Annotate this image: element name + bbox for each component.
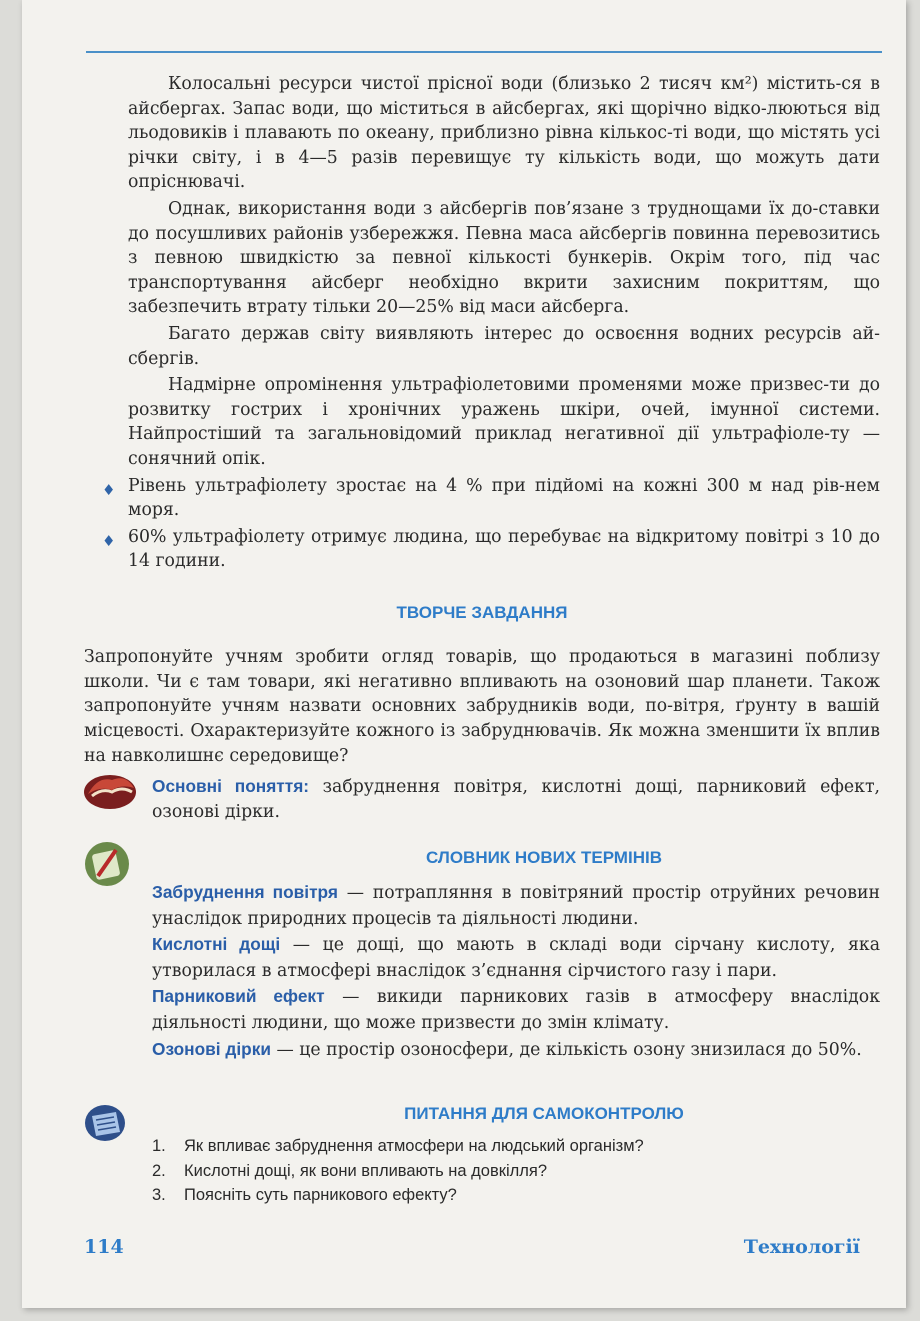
page (22, 0, 906, 1308)
key-concepts (152, 774, 880, 824)
creative-task-heading: ТВОРЧЕ ЗАВДАННЯ (396, 603, 568, 622)
glossary-entry (152, 932, 880, 984)
glossary-definition: — це простір озоносфери, де кількість озону знизилася до 50%. (270, 1039, 862, 1060)
list-item (152, 1159, 880, 1184)
book-icon (82, 768, 138, 816)
paragraph: Однак, використання води з айсбергів пов’язане з труднощами їх до-ставки до посушливих районів узбережжя. Певна маса айсбергів повинна перевозитись з певною швидкістю за певної кількості бункерів. Окрім того, під час транспортування айсберг необхідно вкрити захисним покриттям, що забезпечить втрату тільки 20—25% від маси айсберга. (128, 198, 880, 318)
key-concepts-label: Основні поняття: (152, 776, 310, 796)
diamond-bullet-icon: ♦ (102, 480, 116, 499)
key-concepts-text: забруднення повітря, кислотні дощі, парниковий ефект, озонові дірки. (152, 777, 880, 822)
list-item (152, 1134, 880, 1159)
glossary-term: Озонові дірки (152, 1038, 271, 1059)
top-rule (86, 51, 882, 53)
list-item (102, 474, 880, 523)
running-footer-title: Технології (743, 1236, 860, 1258)
glossary-term: Забруднення повітря (152, 882, 338, 902)
list-item (102, 525, 880, 574)
glossary-definition: — це дощі, що мають в складі води сірчану кислоту, яка утворилася в атмосфері внаслідок з’єднання сірчистого газу і пари. (152, 935, 880, 981)
glossary-definition: — потрапляння в повітряний простір отруйних речовин унаслідок природних процесів та діяльності людини. (152, 883, 880, 929)
paragraph: Багато держав світу виявляють інтерес до освоєння водних ресурсів ай-сбергів. (128, 323, 880, 369)
question-text: Кислотні дощі, як вони впливають на довкілля? (184, 1161, 547, 1180)
paragraph: Колосальні ресурси чистої прісної води (близько 2 тисяч км²) містить-ся в айсбергах. Запас води, що міститься в айсбергах, які щорічно відко-люються від льодовиків і плавають по океану, приблизно рівна кількос-ті води, що містять усі річки світу, і в 4—5 разів перевищує ту кількість води, що можуть дати опріснювачі. (128, 74, 880, 193)
creative-task-text: Запропонуйте учням зробити огляд товарів, що продаються в магазині поблизу школи. Чи є там товари, які негативно впливають на озоновий шар планети. Також запропонуйте учням назвати основних забрудників води, по-вітря, ґрунту в вашій місцевості. Охарактеризуйте кожного із забруднювачів. Як можна зменшити їх вплив на навколишнє середовище? (84, 647, 880, 766)
list-item-text: Рівень ультрафіолету зростає на 4 % при підйомі на кожні 300 м над рів-нем моря. (128, 475, 880, 521)
page-number: 114 (84, 1236, 124, 1258)
question-number: 3. (152, 1186, 166, 1204)
paragraph: Надмірне опромінення ультрафіолетовими променями може призвес-ти до розвитку гострих і хронічних уражень шкіри, очей, імунної системи. Найпростіший та загальновідомий приклад негативної дії ультрафіоле-ту — сонячний опік. (128, 375, 880, 469)
question-text: Як впливає забруднення атмосфери на людський організм? (184, 1137, 644, 1155)
glossary-term: Кислотні дощі (152, 934, 281, 955)
glossary-entry (152, 880, 880, 932)
list-item-text: 60% ультрафіолету отримує людина, що перебуває на відкритому повітрі з 10 до 14 години. (128, 526, 880, 572)
glossary (152, 880, 880, 1063)
glossary-entry (152, 984, 880, 1036)
question-list (152, 1134, 880, 1208)
fact-list (102, 474, 880, 574)
self-control-heading: ПИТАННЯ ДЛЯ САМОКОНТРОЛЮ (404, 1104, 684, 1123)
list-item (152, 1183, 880, 1208)
glossary-definition: — викиди парникових газів в атмосферу внаслідок діяльності людини, що може призвести до змін клімату. (152, 987, 881, 1033)
question-number: 1. (152, 1137, 166, 1155)
question-text: Поясніть суть парникового ефекту? (184, 1186, 457, 1204)
body-text (102, 72, 880, 576)
glossary-entry (152, 1037, 880, 1064)
diamond-bullet-icon: ♦ (102, 531, 116, 550)
glossary-term: Парниковий ефект (152, 986, 325, 1007)
question-number: 2. (152, 1161, 166, 1180)
glossary-heading: СЛОВНИК НОВИХ ТЕРМІНІВ (426, 848, 662, 867)
